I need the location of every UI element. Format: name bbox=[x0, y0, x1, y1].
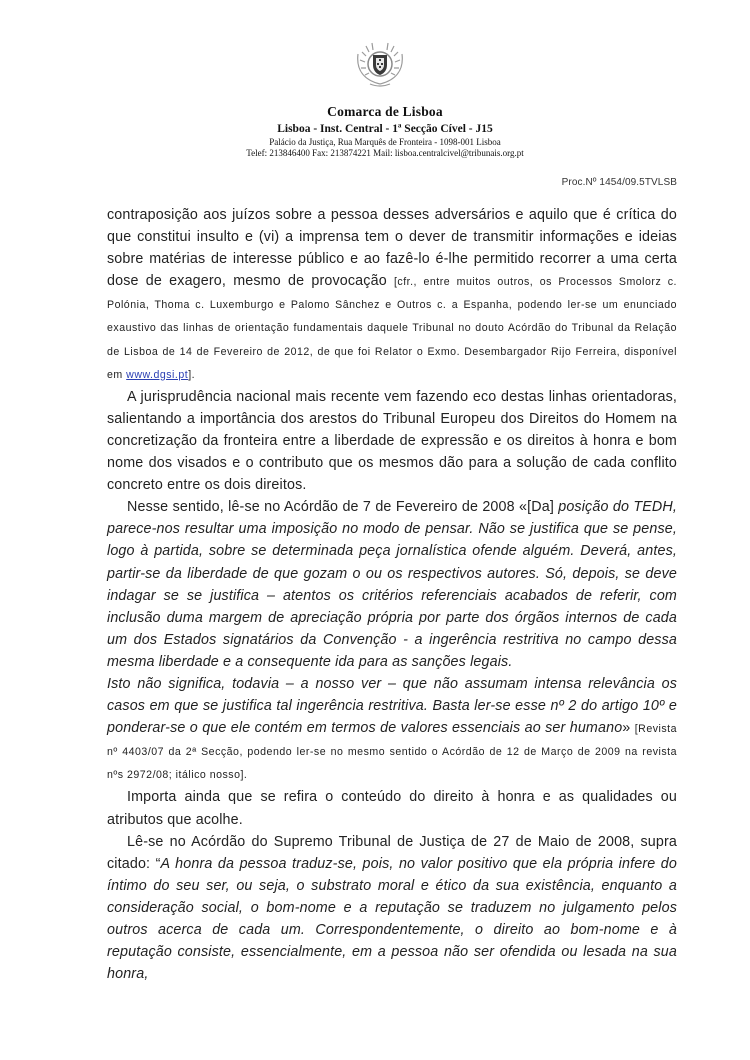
quoted-text: posição do TEDH, parece-nos resultar uma imposição no modo de pensar. Não se justifica que se pense, logo à partida, sobre se determinada peça jornalística ofende alguém. Deverá, antes, partir-se da liberdade de que gozam o ou os respectivos autores. Só, depois, se deve indagar se se justifica – atentos os critérios referenciais acabados de referir, com inclusão duma margem de apreciação própria por parte dos órgãos internos de cada um dos Estados signatários da Convenção - a ingerência restritiva no campo dessa mesma liberdade e a consequente ida para as sanções legais. bbox=[107, 499, 677, 670]
paragraph-6 bbox=[107, 831, 677, 986]
court-name: Comarca de Lisboa bbox=[327, 104, 443, 119]
paragraph-text: contraposição aos juízos sobre a pessoa desses adversários e aquilo que é crítica do que constitui insulto e (vi) a imprensa tem o dever de transmitir informações e ideias sobre matérias de interesse público e ao fazê-lo é-lhe permitido recorrer a uma certa dose de exagero, mesmo de provocação bbox=[107, 207, 677, 290]
paragraph-lead: Lê-se no Acórdão do Supremo Tribunal de Justiça de 27 de Maio de 2008, supra citado: “ bbox=[107, 833, 677, 872]
dgsi-link[interactable]: www.dgsi.pt bbox=[126, 368, 189, 381]
document-body bbox=[107, 204, 677, 985]
letterhead bbox=[0, 104, 750, 159]
citation-note: [Revista nº 4403/07 da 2ª Secção, podendo ler-se no mesmo sentido o Acórdão de 12 de Março de 2009 na revista nºs 2972/08; itálico nosso]. bbox=[107, 723, 677, 782]
paragraph-3 bbox=[107, 496, 677, 673]
citation-text: [cfr., entre muitos outros, os Processos Smolorz c. Polónia, Thoma c. Luxemburgo e Palomo Sânchez e Outros c. a Espanha, podendo ler-se um enunciado exaustivo das linhas de orientação fundamentais daquele Tribunal no douto Acórdão do Tribunal da Relação de Lisboa de 14 de Fevereiro de 2012, de que foi Relator o Exmo. Desembargador Rijo Ferreira, disponível em bbox=[107, 276, 677, 381]
quoted-text: Isto não significa, todavia – a nosso ver – que não assumam intensa relevância os casos em que se justifica tal ingerência restritiva. Basta ler-se esse nº 2 do artigo 10º e ponderar-se o que ele contém em termos de valores essenciais ao ser humano bbox=[107, 675, 677, 737]
paragraph-lead: Nesse sentido, lê-se no Acórdão de 7 de Fevereiro de 2008 «[Da] bbox=[127, 499, 559, 516]
court-contact: Telef: 213846400 Fax: 213874221 Mail: lisboa.centralcivel@tribunais.org.pt bbox=[246, 148, 524, 158]
quoted-text: A honra da pessoa traduz-se, pois, no valor positivo que ela própria infere do íntimo do seu ser, ou seja, o substrato moral e ético da sua existência, enquanto a consideração social, o bom-nome e a reputação se traduzem no julgamento pelos outros acerca de cada um. Correspondentemente, o direito ao bom-nome e à reputação consiste, essencialmente, em a pessoa não ser ofendida ou lesada na sua honra, bbox=[107, 855, 677, 983]
coat-of-arms-icon bbox=[352, 40, 408, 88]
court-address: Palácio da Justiça, Rua Marquês de Fronteira - 1098-001 Lisboa bbox=[269, 137, 501, 147]
paragraph-5: Importa ainda que se refira o conteúdo do direito à honra e as qualidades ou atributos que acolhe. bbox=[107, 789, 677, 828]
process-number: Proc.Nº 1454/09.5TVLSB bbox=[561, 177, 677, 188]
paragraph-4 bbox=[107, 673, 677, 786]
citation-note bbox=[107, 276, 677, 380]
paragraph-2: A jurisprudência nacional mais recente vem fazendo eco destas linhas orientadoras, salientando a importância dos arestos do Tribunal Europeu dos Direitos do Homem na concretização da fronteira entre a liberdade de expressão e os direitos à honra e bom nome dos visados e o contributo que os mesmos dão para a solução de cada conflito concreto entre os dois direitos. bbox=[107, 388, 677, 494]
citation-close: ]. bbox=[188, 368, 196, 381]
court-section: Lisboa - Inst. Central - 1ª Secção Cível - J15 bbox=[277, 123, 493, 135]
paragraph-1 bbox=[107, 204, 677, 386]
quote-close: » bbox=[622, 720, 635, 737]
